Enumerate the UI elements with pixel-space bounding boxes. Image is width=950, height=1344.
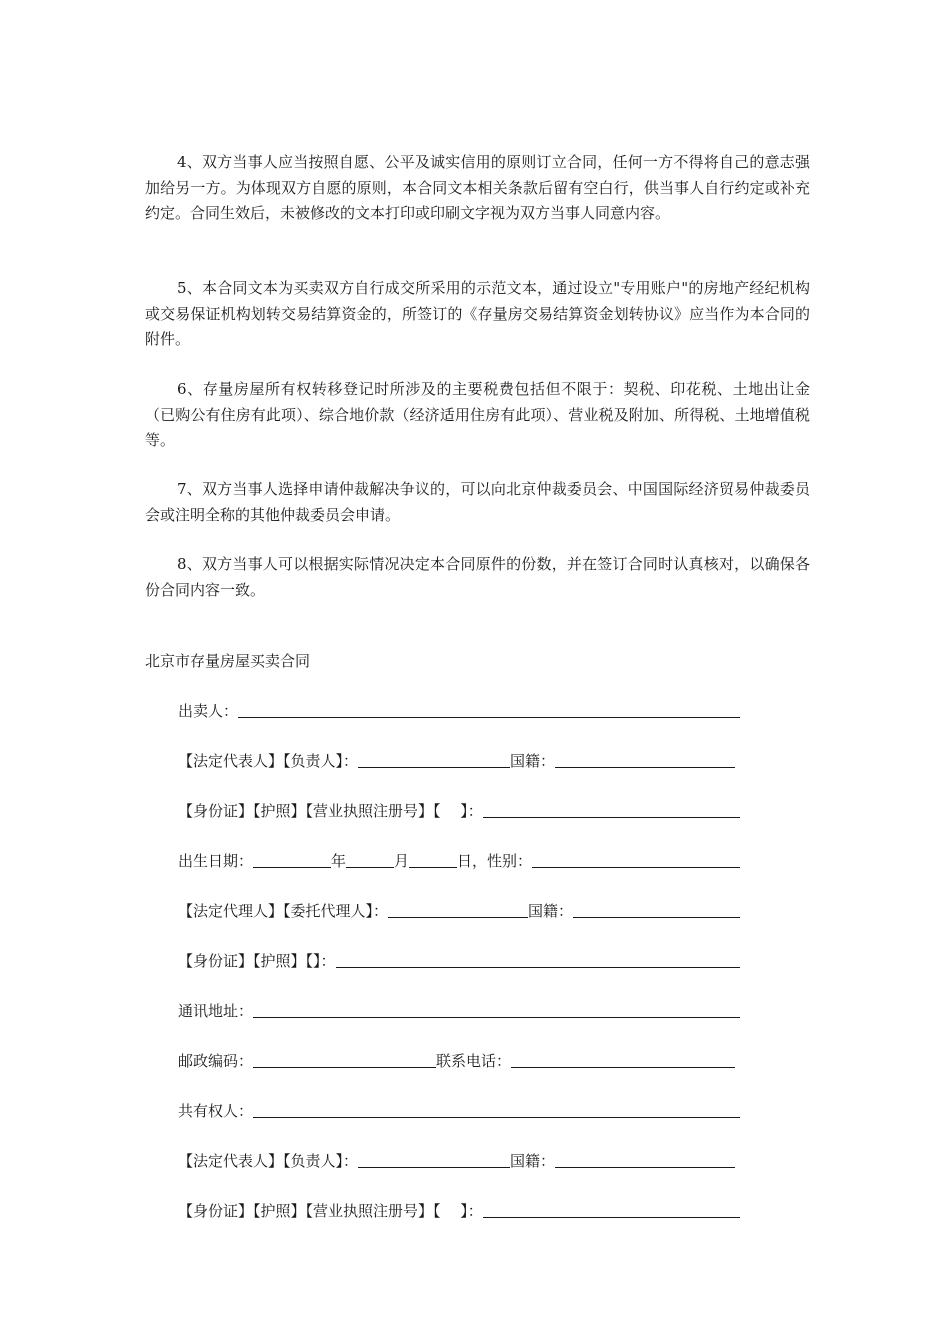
phone-label: 联系电话： <box>436 1052 512 1070</box>
id-label: 【身份证】【护照】【营业执照注册号】【 】： <box>178 802 483 820</box>
note-8: 8、双方当事人可以根据实际情况决定本合同原件的份数，并在签订合同时认真核对，以确保各份合同内容一致。 <box>145 555 810 599</box>
birth-label: 出生日期： <box>178 852 254 870</box>
month-label: 月 <box>394 852 410 870</box>
co-owner-field[interactable] <box>253 1101 740 1118</box>
address-row <box>178 999 740 1021</box>
birth-day-field[interactable] <box>409 851 457 868</box>
note-6: 6、存量房屋所有权转移登记时所涉及的主要税费包括但不限于：契税、印花税、土地出让金（已购公有住房有此项）、综合地价款（经济适用住房有此项）、营业税及附加、所得税、土地增值税等。 <box>145 380 810 449</box>
note-7: 7、双方当事人选择申请仲裁解决争议的，可以向北京仲裁委员会、中国国际经济贸易仲裁委员会或注明全称的其他仲裁委员会申请。 <box>145 480 810 524</box>
note-4: 4、双方当事人应当按照自愿、公平及诚实信用的原则订立合同，任何一方不得将自己的意志强加给另一方。为体现双方自愿的原则，本合同文本相关条款后留有空白行，供当事人自行约定或补充约定。合同生效后，未被修改的文本打印或印刷文字视为双方当事人同意内容。 <box>145 153 810 222</box>
address-label: 通讯地址： <box>178 1002 254 1020</box>
seller-label: 出卖人： <box>178 702 239 720</box>
representative-row-2 <box>178 1149 735 1171</box>
birth-row <box>178 849 740 871</box>
representative-label-2: 【法定代表人】【负责人】： <box>178 1152 359 1170</box>
representative-field[interactable] <box>358 751 510 768</box>
address-field[interactable] <box>253 1001 740 1018</box>
id-row-2 <box>178 1199 740 1221</box>
id-field-2[interactable] <box>483 1201 740 1218</box>
postcode-field[interactable] <box>253 1051 436 1068</box>
contact-row <box>178 1049 735 1071</box>
co-owner-row <box>178 1099 740 1121</box>
id-field[interactable] <box>483 801 740 818</box>
nationality-label: 国籍： <box>510 752 556 770</box>
day-gender-label: 日，性别： <box>457 852 533 870</box>
note-5: 5、本合同文本为买卖双方自行成交所采用的示范文本，通过设立"专用账户"的房地产经纪机构或交易保证机构划转交易结算资金的，所签订的《存量房交易结算资金划转协议》应当作为本合同的附件。 <box>145 279 810 348</box>
nationality-field[interactable] <box>555 751 735 768</box>
id-row <box>178 799 740 821</box>
co-owner-label: 共有权人： <box>178 1102 254 1120</box>
agent-id-field[interactable] <box>336 951 740 968</box>
contract-title: 北京市存量房屋买卖合同 <box>145 652 311 670</box>
representative-field-2[interactable] <box>358 1151 510 1168</box>
year-label: 年 <box>331 852 347 870</box>
agent-label: 【法定代理人】【委托代理人】： <box>178 902 389 920</box>
nationality-field-2[interactable] <box>555 1151 735 1168</box>
postcode-label: 邮政编码： <box>178 1052 254 1070</box>
agent-nationality-label: 国籍： <box>528 902 574 920</box>
nationality-label-2: 国籍： <box>510 1152 556 1170</box>
agent-field[interactable] <box>388 901 528 918</box>
representative-row <box>178 749 735 771</box>
representative-label: 【法定代表人】【负责人】： <box>178 752 359 770</box>
agent-id-row <box>178 949 740 971</box>
agent-nationality-field[interactable] <box>573 901 740 918</box>
birth-month-field[interactable] <box>346 851 394 868</box>
seller-row <box>178 699 740 721</box>
agent-id-label: 【身份证】【护照】【】： <box>178 952 336 970</box>
seller-field[interactable] <box>238 701 740 718</box>
birth-year-field[interactable] <box>253 851 331 868</box>
id-label-2: 【身份证】【护照】【营业执照注册号】【 】： <box>178 1202 483 1220</box>
phone-field[interactable] <box>511 1051 735 1068</box>
gender-field[interactable] <box>532 851 740 868</box>
agent-row <box>178 899 740 921</box>
